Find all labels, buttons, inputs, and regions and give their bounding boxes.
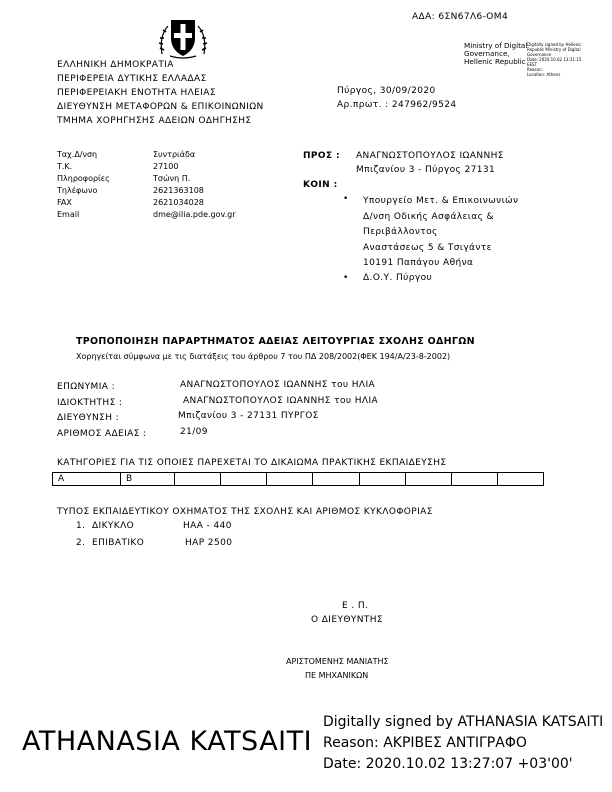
contact-label: Πληροφορίες [57,174,110,183]
category-cell: A [53,473,121,486]
verification-line-1: Ministry of Digital [464,41,528,50]
contact-value: Τσώνη Π. [153,174,191,183]
org-line: ΔΙΕΥΘΥΝΣΗ ΜΕΤΑΦΟΡΩΝ & ΕΠΙΚΟΙΝΩΝΙΩΝ [57,102,264,112]
school-address: Μπιζανίου 3 - 27131 ΠΥΡΓΟΣ [178,411,319,421]
vehicle-num: 2. [76,538,86,548]
school-label: ΕΠΩΝΥΜΙΑ : [57,382,116,392]
vehicles-heading: ΤΥΠΟΣ ΕΚΠΑΙΔΕΥΤΙΚΟΥ ΟΧΗΜΑΤΟΣ ΤΗΣ ΣΧΟΛΗΣ ΚΑΙ ΑΡΙΘΜΟΣ ΚΥΚΛΟΦΟΡΙΑΣ [57,507,433,517]
signature-date: Date: 2020.10.02 13:27:07 +03'00' [323,756,573,772]
category-cell [497,473,543,486]
contact-label: FAX [57,198,72,207]
bullet-icon: • [343,273,349,283]
contact-values [153,149,236,221]
contact-label: Ταχ.Δ/νση [57,150,98,159]
school-owner: ΑΝΑΓΝΩΣΤΟΠΟΥΛΟΣ ΙΩΑΝΝΗΣ του ΗΛΙΑ [183,395,379,406]
category-cell [405,473,451,486]
school-labels [57,380,147,442]
place-date: Πύργος, 30/09/2020 [337,86,436,96]
koin-label: ΚΟΙΝ : [303,180,338,190]
contact-value: Συντριάδα [153,150,196,159]
vehicle-type: ΕΠΙΒΑΤΙΚΟ [92,538,145,548]
recipient-address: Μπιζανίου 3 - Πύργος 27131 [356,165,496,175]
ada-code: ΑΔΑ: 6ΣΝ67Λ6-ΟΜ4 [412,12,509,22]
org-line: ΠΕΡΙΦΕΡΕΙΑΚΗ ΕΝΟΤΗΤΑ ΗΛΕΙΑΣ [57,88,216,98]
header-org [57,58,264,128]
pros-label: ΠΡΟΣ : [303,151,341,161]
category-cell: B [121,473,175,486]
category-cell [359,473,405,486]
signatory-name: ΑΡΙΣΤΟΜΕΝΗΣ ΜΑΝΙΑΤΗΣ [286,657,389,666]
contact-label: Τηλέφωνο [57,186,98,195]
bullet-icon: • [343,194,349,204]
contact-value: 2621363108 [153,186,204,195]
org-line: ΕΛΛΗΝΙΚΗ ΔΗΜΟΚΡΑΤΙΑ [57,60,174,70]
vehicle-num: 1. [76,521,86,531]
contact-label: Τ.Κ. [57,162,73,171]
coat-of-arms-icon [156,14,210,60]
document-title: ΤΡΟΠΟΠΟΙΗΣΗ ΠΑΡΑΡΤΗΜΑΤΟΣ ΑΔΕΙΑΣ ΛΕΙΤΟΥΡΓΙΑΣ ΣΧΟΛΗΣ ΟΔΗΓΩΝ [76,336,475,347]
vehicle-plate: ΗΑΡ 2500 [185,538,233,548]
contact-value: dme@ilia.pde.gov.gr [153,210,236,219]
signatory-role: Ο ΔΙΕΥΘΥΝΤΗΣ [311,615,384,625]
org-line: ΤΜΗΜΑ ΧΟΡΗΓΗΣΗΣ ΑΔΕΙΩΝ ΟΔΗΓΗΣΗΣ [57,116,252,126]
verification-details: Digitally signed by Hellenic Republic Ministry of Digital Governance Date: 2020.10.02 13:31:15 EEST Reason: Location: Athens [527,42,582,77]
category-cell [221,473,267,486]
table-row [53,473,544,486]
signatory-title: ΠΕ ΜΗΧΑΝΙΚΩΝ [305,671,369,680]
recipient-name: ΑΝΑΓΝΩΣΤΟΠΟΥΛΟΣ ΙΩΑΝΝΗΣ [356,151,504,161]
org-line: ΠΕΡΙΦΕΡΕΙΑ ΔΥΤΙΚΗΣ ΕΛΛΑΔΑΣ [57,74,207,84]
protocol-number: Αρ.πρωτ. : 247962/9524 [337,100,457,110]
cc-recipient-1: Υπουργείο Μετ. & Επικοινωνιών Δ/νση Οδικής Ασφάλειας & Περιβάλλοντος Αναστάσεως 5 & Τσιγάντε 10191 Παπάγου Αθήνα [363,196,519,268]
school-label: ΔΙΕΥΘΥΝΣΗ : [57,413,120,423]
contact-value: 2621034028 [153,198,204,207]
signature-reason: Reason: ΑΚΡΙΒΕΣ ΑΝΤΙΓΡΑΦΟ [323,735,527,751]
contact-labels [57,149,110,221]
verification-line-2: Governance, [464,49,510,58]
ep-mark: Ε . Π. [342,601,369,611]
school-label: ΑΡΙΘΜΟΣ ΑΔΕΙΑΣ : [57,428,147,439]
verification-line-3: Hellenic Republic [464,57,526,66]
category-cell [451,473,497,486]
signed-by-text: Digitally signed by ATHANASIA KATSAITI [323,714,604,730]
contact-label: Email [57,210,80,219]
contact-value: 27100 [153,162,179,171]
vehicle-type: ΔΙΚΥΚΛΟ [92,521,135,531]
school-name: ΑΝΑΓΝΩΣΤΟΠΟΥΛΟΣ ΙΩΑΝΝΗΣ του ΗΛΙΑ [180,380,376,390]
category-cell [267,473,313,486]
document-subtitle: Χορηγείται σύμφωνα με τις διατάξεις του άρθρου 7 του ΠΔ 208/2002(ΦΕΚ 194/Α/23-8-2002) [76,352,451,361]
cc-recipient-2: Δ.Ο.Υ. Πύργου [363,273,433,283]
category-cell [175,473,221,486]
school-label: ΙΔΙΟΚΤΗΤΗΣ : [57,397,123,408]
license-number: 21/09 [180,426,208,437]
digital-signature-name: ATHANASIA KATSAITI [22,726,313,757]
category-cell [313,473,359,486]
digital-signature-details [323,712,603,775]
categories-heading: ΚΑΤΗΓΟΡΙΕΣ ΓΙΑ ΤΙΣ ΟΠΟΙΕΣ ΠΑΡΕΧΕΤΑΙ ΤΟ ΔΙΚΑΙΩΜΑ ΠΡΑΚΤΙΚΗΣ ΕΚΠΑΙΔΕΥΣΗΣ [57,458,447,468]
verification-stamp [464,42,527,66]
vehicle-plate: ΗΑΑ - 440 [183,521,232,531]
categories-table [52,472,544,486]
